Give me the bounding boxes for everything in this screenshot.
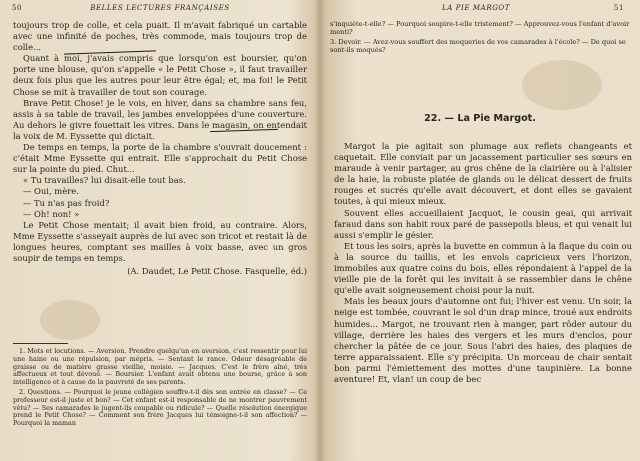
right-questions	[330, 20, 630, 56]
paragraph: Souvent elles accueillaient Jacquot, le cousin geai, qui arrivait faraud dans son habit roux paré de passepoils bleus, et qui venait lui aussi s'emplir le gésier.	[334, 207, 632, 240]
page-number-right: 51	[613, 4, 624, 12]
dialogue-line: « Tu travailles? lui disait-elle tout bas.	[23, 175, 186, 186]
paragraph: Le Petit Chose mentait; il avait bien froid, au contraire. Alors, Mme Eyssette s'asseyait auprès de lui avec son tricot et restait là de longues heures, comptant ses mailles à voix basse, avec un gros soupir de temps en temps.	[13, 219, 307, 263]
left-body-text	[13, 20, 307, 277]
chapter-title: 22. — La Pie Margot.	[424, 113, 536, 124]
citation: (A. Daudet, Le Petit Chose. Fasquelle, éd.)	[127, 266, 307, 277]
question: s'inquiète-t-elle? — Pourquoi soupire-t-elle tristement? — Approuvez-vous l'enfant d'avoir menti?	[330, 20, 630, 36]
left-page	[0, 0, 318, 461]
footnote: 2. Questions. — Pourquoi le jeune collégien souffre-t-il dès son entrée en classe? — Ce professeur est-il juste et bon? — Cet enfant est-il responsable de ne montrer pauvrement vêtu? — Ses camarades le jugent-ils coupable ou ridicule? — Quelle résolution énergique prend le Petit Chose? — Comment son frère Jacques lui témoigne-t-il son affection? — Pourquoi la maman	[13, 387, 307, 428]
paragraph: De temps en temps, la porte de la chambre s'ouvrait doucement : c'était Mme Eyssette qui entrait. Elle s'approchait du Petit Chose sur la pointe du pied. Chut...	[13, 142, 307, 175]
left-footnotes	[13, 348, 307, 430]
paragraph: Mais les beaux jours d'automne ont fui; l'hiver est venu. Un soir, la neige est tombée, couvrant le sol d'un drap mince, troué aux endroits humides... Margot, ne trouvant rien à manger, part rôder autour du village, derrière les haies des vergers et les murs d'enclos, pour chercher la pâtée de ce jour. Sous l'abri des haies, des plaques de terre apparaissaient. Elle s'y précipita. Un morceau de chair sentait bon parmi l'émiettement des mottes d'une taupinière. La bonne aventure! Et, vlan! un coup de bec	[334, 296, 632, 384]
dialogue-line: — Oui, mère.	[23, 186, 79, 197]
right-body-text	[334, 141, 632, 385]
paper-stain	[40, 300, 100, 340]
dialogue-line: — Tu n'as pas froid?	[23, 197, 110, 208]
question: 3. Devoir. — Avez-vous souffert des moqueries de vos camarades à l'école? — De quoi se sont-ils moqués?	[330, 38, 626, 54]
paragraph: Et tous les soirs, après la buvette en commun à la flaque du coin ou à la source du taillis, et les envols capricieux vers l'horizon, immobiles aux quatre coins du bois, elles répondaient à l'appel de la vieille pie de la forêt qui les invitait à se rassembler dans le chêne qu'elle avait soigneusement choisi pour la nuit.	[334, 240, 632, 296]
paper-stain	[522, 60, 602, 110]
paragraph: Brave Petit Chose! je le vois, en hiver, dans sa chambre sans feu, assis à sa table de travail, les jambes enveloppées d'une couverture. Au dehors le givre fouettait les vitres. Dans le magasin, on entendait la voix de M. Eyssette qui dictait.	[13, 97, 307, 141]
dialogue-line: — Oh! non! »	[23, 208, 80, 219]
page-number-left: 50	[12, 4, 23, 12]
paragraph: Quant à moi, j'avais compris que lorsqu'on est boursier, qu'on porte une blouse, qu'on s'appelle « le Petit Chose », il faut travailler deux fois plus que les autres pour leur être égal; et, ma foi! le Petit Chose se mit à travailler de tout son courage.	[13, 53, 307, 97]
running-head-right: LA PIE MARGOT	[441, 4, 511, 12]
footnote: 1. Mots et locutions. — Aversion. Prendre quelqu'un en aversion, c'est ressentir pour lui une haine ou une répulsion, par mépris. — Sentant le rance. Odeur désagréable de graisse ou de matière grasse vieillie, moisie. — Jacques. C'est le frère aîné, très affectueux et tout dévoué. — Boursier. L'enfant avait obtenu une bourse, grâce à son intelligence et à cause de la pauvreté de ses parents.	[13, 347, 307, 387]
paragraph: Margot la pie agitait son plumage aux reflets changeants et caquetait. Elle conviait par un jacassement particulier ses sœurs en maraude à venir partager, au gros chêne de la clairière ou à l'alisier de la haie, la robuste platée de glands ou le délicat dessert de fruits rouges et sucrés qu'elle avait découvert, et dont elles se gavaient toutes, à qui mieux mieux.	[334, 141, 632, 207]
right-page	[322, 0, 640, 461]
paragraph: toujours trop de colle, et cela puait. Il m'avait fabriqué un cartable avec une infinité de poches, très commode, mais toujours trop de colle...	[13, 20, 307, 53]
footnote-rule	[13, 343, 68, 344]
running-head-left: BELLES LECTURES FRANÇAISES	[90, 4, 230, 12]
